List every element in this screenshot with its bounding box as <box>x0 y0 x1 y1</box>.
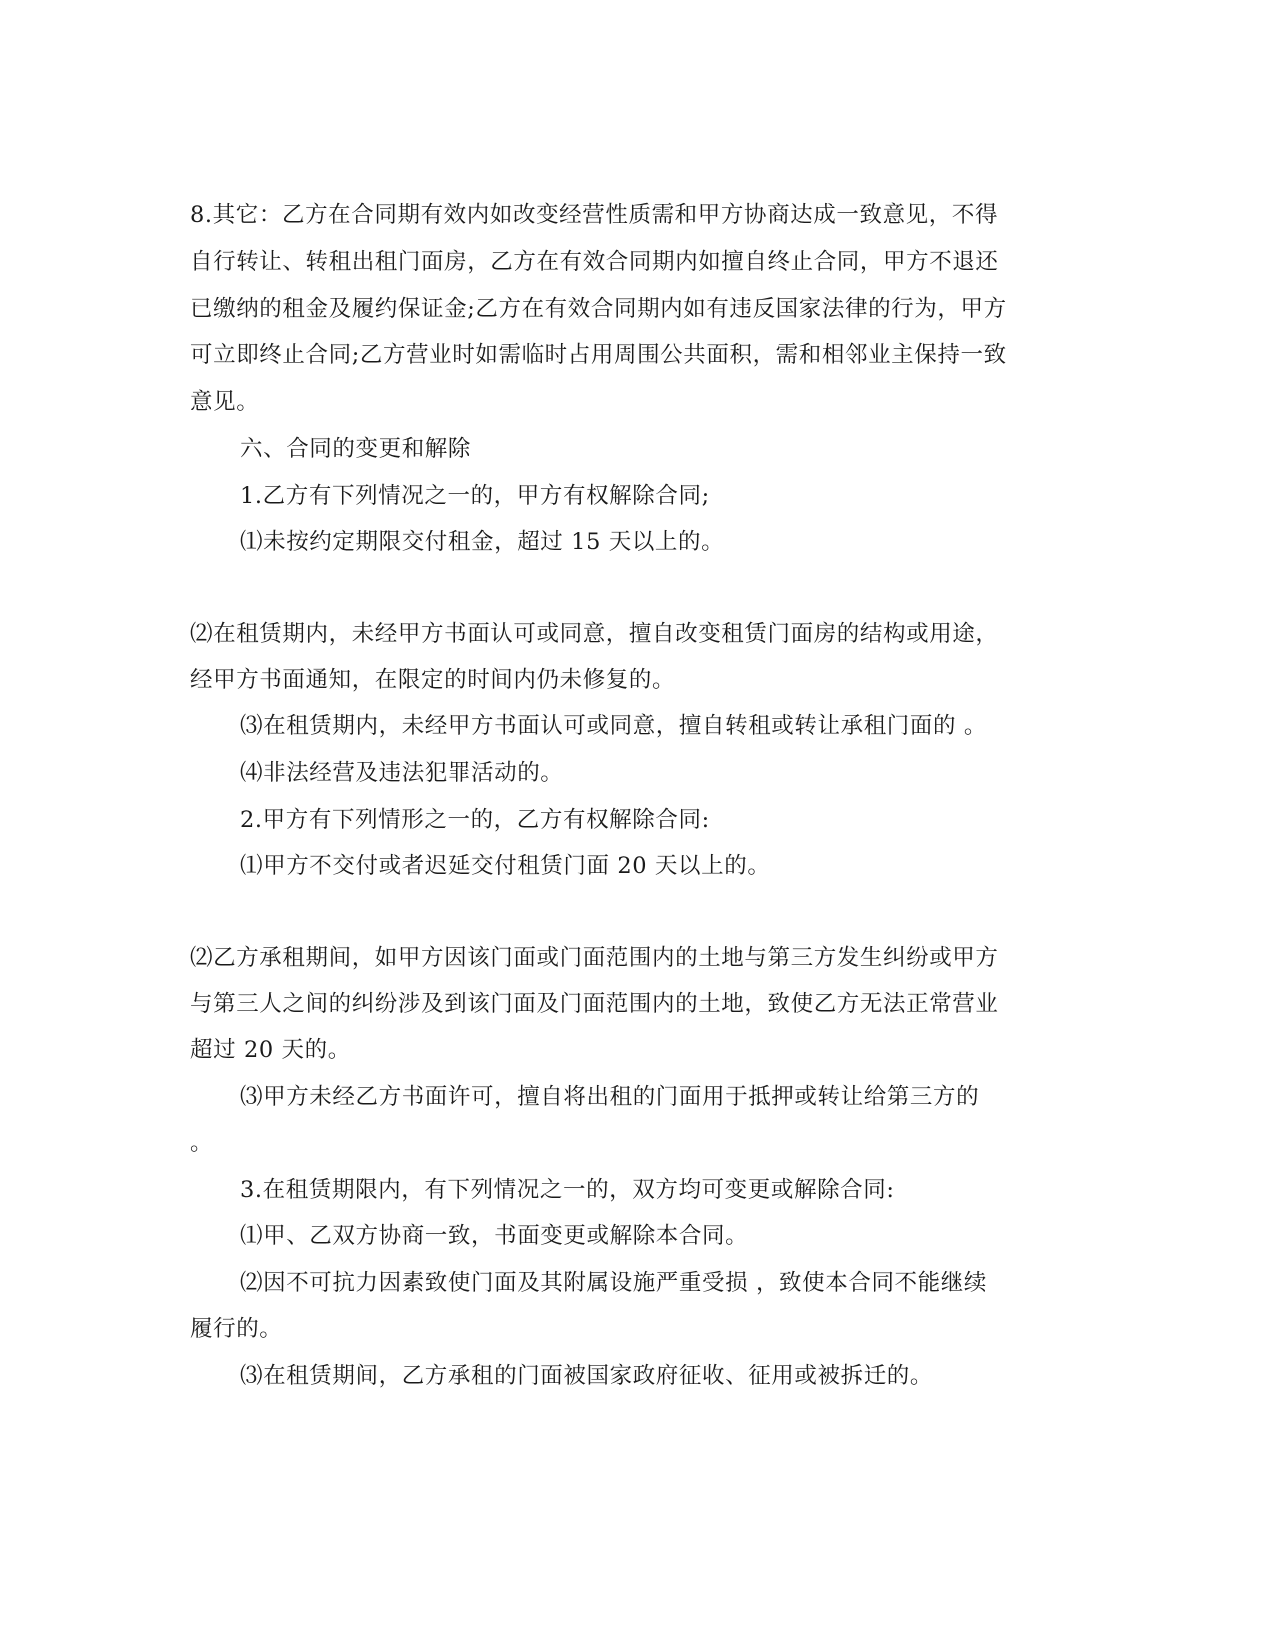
item-1-sub-3: ⑶在租赁期内，未经甲方书面认可或同意，擅自转租或转让承租门面的 。 <box>240 713 987 739</box>
item-2-heading: 2.甲方有下列情形之一的，乙方有权解除合同: <box>240 807 710 833</box>
section-6-heading: 六、合同的变更和解除 <box>240 436 472 462</box>
item-3-sub-2-line-2: 履行的。 <box>190 1316 283 1342</box>
item-1-sub-1: ⑴未按约定期限交付租金，超过 15 天以上的。 <box>240 529 725 555</box>
item-3-heading: 3.在租赁期限内，有下列情况之一的，双方均可变更或解除合同: <box>240 1177 895 1203</box>
item-3-sub-2-line-1: ⑵因不可抗力因素致使门面及其附属设施严重受损 ，致使本合同不能继续 <box>240 1270 987 1296</box>
item-2-sub-3-line-1: ⑶甲方未经乙方书面许可，擅自将出租的门面用于抵押或转让给第三方的 <box>240 1084 980 1110</box>
clause-8-line-2: 自行转让、转租出租门面房，乙方在有效合同期内如擅自终止合同，甲方不退还 <box>190 249 999 275</box>
item-2-sub-2-line-3: 超过 20 天的。 <box>190 1037 351 1063</box>
clause-8-line-5: 意见。 <box>190 389 260 415</box>
item-1-sub-4: ⑷非法经营及违法犯罪活动的。 <box>240 760 564 786</box>
item-1-sub-2-line-2: 经甲方书面通知，在限定的时间内仍未修复的。 <box>190 667 676 693</box>
item-1-sub-2-line-1: ⑵在租赁期内，未经甲方书面认可或同意，擅自改变租赁门面房的结构或用途， <box>190 621 999 647</box>
item-1-heading: 1.乙方有下列情况之一的，甲方有权解除合同; <box>240 483 710 509</box>
item-2-sub-2-line-1: ⑵乙方承租期间，如甲方因该门面或门面范围内的土地与第三方发生纠纷或甲方 <box>190 945 999 971</box>
clause-8-line-3: 已缴纳的租金及履约保证金;乙方在有效合同期内如有违反国家法律的行为，甲方 <box>190 296 1007 322</box>
clause-8-line-1: 8.其它：乙方在合同期有效内如改变经营性质需和甲方协商达成一致意见，不得 <box>190 202 999 228</box>
clause-8-line-4: 可立即终止合同;乙方营业时如需临时占用周围公共面积，需和相邻业主保持一致 <box>190 342 1007 368</box>
item-2-sub-2-line-2: 与第三人之间的纠纷涉及到该门面及门面范围内的土地，致使乙方无法正常营业 <box>190 991 999 1017</box>
item-2-sub-1: ⑴甲方不交付或者迟延交付租赁门面 20 天以上的。 <box>240 853 771 879</box>
item-3-sub-1: ⑴甲、乙双方协商一致，书面变更或解除本合同。 <box>240 1223 749 1249</box>
item-2-sub-3-line-2: 。 <box>190 1130 214 1156</box>
item-3-sub-3: ⑶在租赁期间，乙方承租的门面被国家政府征收、征用或被拆迁的。 <box>240 1363 934 1389</box>
